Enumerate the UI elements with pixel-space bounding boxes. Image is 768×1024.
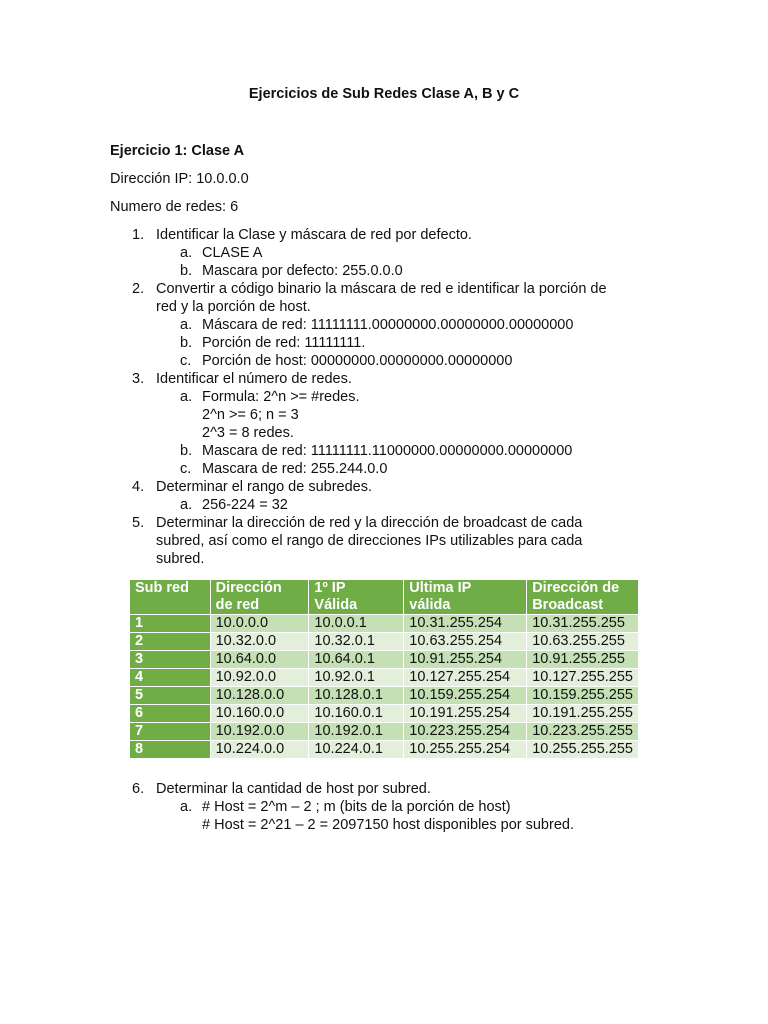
header-subred	[130, 580, 211, 615]
cell-broadcast: 10.191.255.255	[527, 705, 639, 723]
cell-direccion-red: 10.64.0.0	[210, 651, 309, 669]
sub-text: 256-224 = 32	[202, 497, 288, 513]
cell-broadcast: 10.223.255.255	[527, 723, 639, 741]
sub-text: CLASE A	[202, 245, 263, 261]
cell-direccion-red: 10.128.0.0	[210, 687, 309, 705]
document-title: Ejercicios de Sub Redes Clase A, B y C	[248, 86, 520, 102]
networks-count-line: Numero de redes: 6	[110, 199, 239, 215]
step-6	[110, 780, 650, 834]
exercise-heading: Ejercicio 1: Clase A	[110, 143, 245, 159]
step-text-continued-row	[110, 532, 650, 550]
step-item	[110, 514, 650, 532]
sub-text: Porción de red: 11111111.	[202, 335, 366, 351]
header-primera-ip	[309, 580, 404, 615]
cell-subred: 8	[130, 741, 211, 759]
sub-letter: b.	[180, 263, 193, 279]
header-line: de red	[215, 597, 260, 613]
step-item	[110, 370, 650, 388]
header-line: Válida	[314, 597, 358, 613]
step-number: 2.	[132, 281, 145, 297]
table-row	[130, 687, 639, 705]
table-row	[130, 669, 639, 687]
header-line: Dirección	[215, 580, 282, 596]
formula-line: 2^3 = 8 redes.	[202, 425, 294, 441]
header-line: válida	[409, 597, 451, 613]
cell-primera-ip: 10.64.0.1	[309, 651, 404, 669]
cell-primera-ip: 10.224.0.1	[309, 741, 404, 759]
table-row	[130, 633, 639, 651]
cell-broadcast: 10.159.255.255	[527, 687, 639, 705]
cell-subred: 5	[130, 687, 211, 705]
sub-item	[110, 352, 650, 370]
sub-text: Mascara de red: 255.244.0.0	[202, 461, 388, 477]
steps-list	[110, 226, 650, 568]
cell-broadcast: 10.127.255.255	[527, 669, 639, 687]
sub-letter: a.	[180, 317, 193, 333]
formula-line: 2^n >= 6; n = 3	[202, 407, 299, 423]
sub-item	[110, 460, 650, 478]
table-row	[130, 723, 639, 741]
step-text-continued-row	[110, 298, 650, 316]
step-text-continued: red y la porción de host.	[156, 299, 311, 315]
cell-broadcast: 10.91.255.255	[527, 651, 639, 669]
cell-subred: 2	[130, 633, 211, 651]
header-line: Dirección de	[532, 580, 620, 596]
step-item	[110, 280, 650, 298]
step-number: 4.	[132, 479, 145, 495]
cell-primera-ip: 10.92.0.1	[309, 669, 404, 687]
cell-broadcast: 10.63.255.255	[527, 633, 639, 651]
sub-item	[110, 798, 650, 816]
sub-item	[110, 496, 650, 514]
step-text: Identificar la Clase y máscara de red por defecto.	[156, 227, 472, 243]
cell-subred: 3	[130, 651, 211, 669]
header-line: 1º IP	[314, 580, 346, 596]
step-text-continued-row	[110, 550, 650, 568]
step-text: Determinar la dirección de red y la dirección de broadcast de cada	[156, 515, 583, 531]
sub-item-continued	[110, 406, 650, 424]
step-text-continued: subred, así como el rango de direcciones IPs utilizables para cada	[156, 533, 583, 549]
formula-line: # Host = 2^21 – 2 = 2097150 host disponibles por subred.	[202, 817, 574, 833]
sub-letter: a.	[180, 245, 193, 261]
cell-subred: 6	[130, 705, 211, 723]
cell-ultima-ip: 10.159.255.254	[404, 687, 527, 705]
sub-letter: b.	[180, 335, 193, 351]
cell-subred: 7	[130, 723, 211, 741]
ip-address-line: Dirección IP: 10.0.0.0	[110, 171, 249, 187]
header-direccion-red	[210, 580, 309, 615]
header-broadcast	[527, 580, 639, 615]
cell-subred: 4	[130, 669, 211, 687]
cell-ultima-ip: 10.127.255.254	[404, 669, 527, 687]
sub-text: Formula: 2^n >= #redes.	[202, 389, 360, 405]
sub-text: Porción de host: 00000000.00000000.00000000	[202, 353, 513, 369]
step-text: Determinar el rango de subredes.	[156, 479, 373, 495]
sub-item-continued	[110, 424, 650, 442]
cell-subred: 1	[130, 615, 211, 633]
sub-letter: c.	[180, 461, 192, 477]
table-row	[130, 705, 639, 723]
cell-primera-ip: 10.32.0.1	[309, 633, 404, 651]
cell-direccion-red: 10.0.0.0	[210, 615, 309, 633]
cell-direccion-red: 10.224.0.0	[210, 741, 309, 759]
sub-text: # Host = 2^m – 2 ; m (bits de la porción de host)	[202, 799, 511, 815]
cell-direccion-red: 10.160.0.0	[210, 705, 309, 723]
subnet-table	[129, 579, 639, 759]
step-text: Identificar el número de redes.	[156, 371, 352, 387]
cell-direccion-red: 10.92.0.0	[210, 669, 309, 687]
step-number: 1.	[132, 227, 145, 243]
cell-primera-ip: 10.128.0.1	[309, 687, 404, 705]
sub-letter: c.	[180, 353, 192, 369]
sub-item-continued	[110, 816, 650, 834]
sub-item	[110, 244, 650, 262]
step-number: 5.	[132, 515, 145, 531]
sub-letter: b.	[180, 443, 193, 459]
cell-broadcast: 10.31.255.255	[527, 615, 639, 633]
step-item	[110, 478, 650, 496]
cell-primera-ip: 10.0.0.1	[309, 615, 404, 633]
step-text: Determinar la cantidad de host por subred.	[156, 781, 431, 797]
cell-primera-ip: 10.160.0.1	[309, 705, 404, 723]
sub-item	[110, 262, 650, 280]
step-text: Convertir a código binario la máscara de red e identificar la porción de	[156, 281, 607, 297]
table-header-row	[130, 580, 639, 615]
sub-letter: a.	[180, 389, 193, 405]
cell-ultima-ip: 10.223.255.254	[404, 723, 527, 741]
step-item	[110, 780, 650, 798]
step-number: 3.	[132, 371, 145, 387]
cell-direccion-red: 10.192.0.0	[210, 723, 309, 741]
step-item	[110, 226, 650, 244]
sub-item	[110, 316, 650, 334]
header-line: Ultima IP	[409, 580, 472, 596]
header-line: Broadcast	[532, 597, 604, 613]
sub-text: Mascara por defecto: 255.0.0.0	[202, 263, 403, 279]
cell-ultima-ip: 10.91.255.254	[404, 651, 527, 669]
sub-letter: a.	[180, 799, 193, 815]
cell-ultima-ip: 10.63.255.254	[404, 633, 527, 651]
cell-ultima-ip: 10.255.255.254	[404, 741, 527, 759]
cell-broadcast: 10.255.255.255	[527, 741, 639, 759]
sub-item	[110, 334, 650, 352]
table-row	[130, 615, 639, 633]
cell-ultima-ip: 10.31.255.254	[404, 615, 527, 633]
sub-text: Mascara de red: 11111111.11000000.00000000.00000000	[202, 443, 573, 459]
step-number: 6.	[132, 781, 145, 797]
cell-primera-ip: 10.192.0.1	[309, 723, 404, 741]
step-text-continued: subred.	[156, 551, 205, 567]
sub-item	[110, 388, 650, 406]
table-row	[130, 741, 639, 759]
cell-direccion-red: 10.32.0.0	[210, 633, 309, 651]
sub-item	[110, 442, 650, 460]
sub-letter: a.	[180, 497, 193, 513]
sub-text: Máscara de red: 11111111.00000000.00000000.00000000	[202, 317, 574, 333]
cell-ultima-ip: 10.191.255.254	[404, 705, 527, 723]
header-ultima-ip	[404, 580, 527, 615]
table-row	[130, 651, 639, 669]
header-line: Sub red	[135, 580, 189, 596]
